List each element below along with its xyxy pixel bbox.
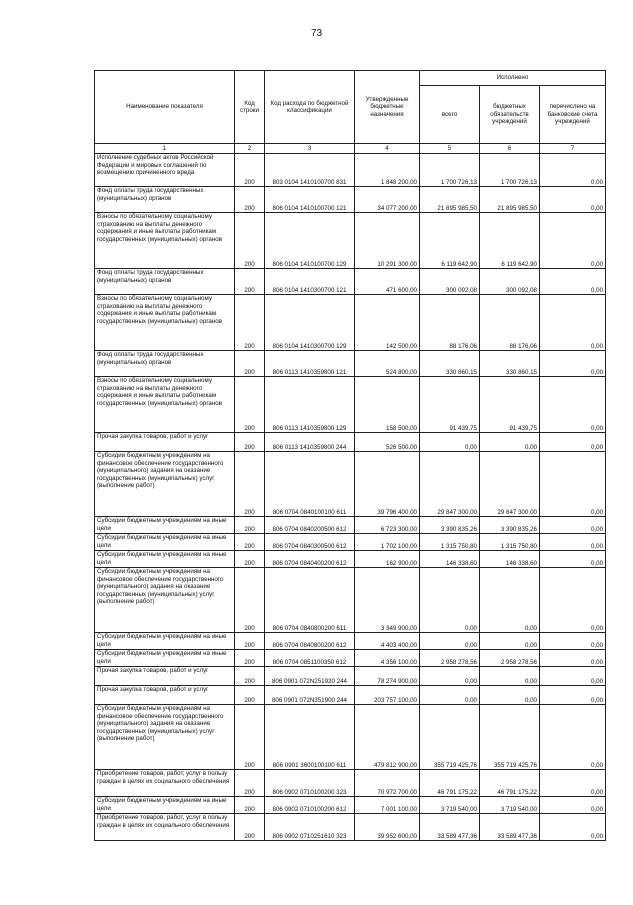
table-row: [95, 433, 606, 452]
row-bank-accounts: 0,00: [540, 770, 606, 797]
row-total: 0,00: [420, 633, 480, 650]
table-row: [95, 187, 606, 213]
column-index-row: [95, 144, 606, 154]
row-name: Субсидии бюджетным учреждениям на финансовое обеспечение государственного (муниципального) задания на оказание государственных (муниципальных) услуг (выполнение работ): [95, 705, 235, 770]
row-line-code: 200: [235, 667, 265, 686]
header-budget-code: Код расхода по бюджетной классификации: [265, 71, 355, 144]
row-budget-code: 806 0704 0840200500 612: [265, 517, 355, 534]
row-name: Исполнение судебных актов Российской Федерации и мировых соглашений по возмещению причиненного вреда: [95, 154, 235, 187]
row-total: 1 700 726,13: [420, 154, 480, 187]
row-name: Приобретение товаров, работ, услуг в пользу граждан в целях их социального обеспечения: [95, 770, 235, 797]
row-total: 3 390 835,26: [420, 517, 480, 534]
row-institutions: 1 315 750,80: [480, 534, 540, 551]
header-name: Наименование показателя: [95, 71, 235, 144]
row-name: Фонд оплаты труда государственных (муниципальных) органов: [95, 269, 235, 295]
row-approved: 78 274 900,00: [355, 667, 420, 686]
row-bank-accounts: 0,00: [540, 351, 606, 377]
row-institutions: 3 390 835,26: [480, 517, 540, 534]
row-name: Субсидии бюджетным учреждениям на иные цели: [95, 534, 235, 551]
row-total: 29 847 300,00: [420, 452, 480, 517]
row-approved: 3 349 900,00: [355, 568, 420, 633]
row-institutions: 88 176,06: [480, 295, 540, 351]
row-bank-accounts: 0,00: [540, 633, 606, 650]
row-line-code: 200: [235, 633, 265, 650]
table-row: [95, 377, 606, 433]
row-approved: 6 723 300,00: [355, 517, 420, 534]
header-line-code: Код строки: [235, 71, 265, 144]
row-approved: 7 001 100,00: [355, 797, 420, 814]
row-budget-code: 806 0704 0840300500 612: [265, 534, 355, 551]
row-institutions: 29 847 300,00: [480, 452, 540, 517]
row-bank-accounts: 0,00: [540, 295, 606, 351]
row-name: Прочая закупка товаров, работ и услуг: [95, 433, 235, 452]
column-index: 6: [480, 144, 540, 154]
row-name: Субсидии бюджетным учреждениям на финансовое обеспечение государственного (муниципального) задания на оказание государственных (муниципальных) услуг (выполнение работ): [95, 568, 235, 633]
row-budget-code: 806 0704 0840800200 612: [265, 633, 355, 650]
row-total: 355 719 425,76: [420, 705, 480, 770]
row-budget-code: 806 0902 0710251610 323: [265, 814, 355, 841]
row-total: 88 176,06: [420, 295, 480, 351]
row-line-code: 200: [235, 650, 265, 667]
row-institutions: 0,00: [480, 686, 540, 705]
row-total: 46 791 175,22: [420, 770, 480, 797]
column-index: 5: [420, 144, 480, 154]
row-institutions: 0,00: [480, 568, 540, 633]
row-line-code: 200: [235, 351, 265, 377]
row-budget-code: 803 0104 1410100700 831: [265, 154, 355, 187]
row-line-code: 200: [235, 534, 265, 551]
row-institutions: 2 958 278,56: [480, 650, 540, 667]
row-bank-accounts: 0,00: [540, 551, 606, 568]
row-bank-accounts: 0,00: [540, 517, 606, 534]
row-approved: 4 356 100,00: [355, 650, 420, 667]
row-name: Фонд оплаты труда государственных (муниципальных) органов: [95, 351, 235, 377]
table-row: [95, 686, 606, 705]
row-institutions: 355 719 425,76: [480, 705, 540, 770]
row-budget-code: 806 0901 3600100100 611: [265, 705, 355, 770]
row-institutions: 21 895 985,50: [480, 187, 540, 213]
row-bank-accounts: 0,00: [540, 814, 606, 841]
row-budget-code: 806 0901 072N351900 244: [265, 686, 355, 705]
row-institutions: 46 791 175,22: [480, 770, 540, 797]
row-approved: 479 812 900,00: [355, 705, 420, 770]
row-institutions: 0,00: [480, 667, 540, 686]
row-line-code: 200: [235, 517, 265, 534]
row-total: 6 119 642,90: [420, 213, 480, 269]
row-name: Субсидии бюджетным учреждениям на иные цели: [95, 797, 235, 814]
table-row: [95, 650, 606, 667]
row-name: Прочая закупка товаров, работ и услуг: [95, 686, 235, 705]
row-total: 1 315 750,80: [420, 534, 480, 551]
row-bank-accounts: 0,00: [540, 433, 606, 452]
row-budget-code: 806 0113 1410359800 129: [265, 377, 355, 433]
row-institutions: 3 719 540,00: [480, 797, 540, 814]
row-total: 0,00: [420, 433, 480, 452]
row-total: 146 338,60: [420, 551, 480, 568]
row-name: Фонд оплаты труда государственных (муниципальных) органов: [95, 187, 235, 213]
row-institutions: 330 860,15: [480, 351, 540, 377]
budget-execution-table: [94, 70, 606, 841]
row-approved: 471 600,00: [355, 269, 420, 295]
row-line-code: 200: [235, 686, 265, 705]
row-budget-code: 806 0704 0840800200 611: [265, 568, 355, 633]
row-bank-accounts: 0,00: [540, 269, 606, 295]
row-name: Субсидии бюджетным учреждениям на иные цели: [95, 551, 235, 568]
row-line-code: 200: [235, 797, 265, 814]
row-budget-code: 806 0104 1410300700 129: [265, 295, 355, 351]
row-institutions: 6 119 642,90: [480, 213, 540, 269]
row-bank-accounts: 0,00: [540, 377, 606, 433]
row-budget-code: 806 0704 0840100100 611: [265, 452, 355, 517]
row-bank-accounts: 0,00: [540, 534, 606, 551]
row-budget-code: 806 0104 1410300700 121: [265, 269, 355, 295]
table-row: [95, 351, 606, 377]
row-name: Субсидии бюджетным учреждениям на финансовое обеспечение государственного (муниципального) задания на оказание государственных (муниципальных) услуг (выполнение работ): [95, 452, 235, 517]
row-line-code: 200: [235, 452, 265, 517]
table-row: [95, 705, 606, 770]
row-bank-accounts: 0,00: [540, 686, 606, 705]
row-total: 300 092,08: [420, 269, 480, 295]
row-line-code: 200: [235, 705, 265, 770]
table-row: [95, 213, 606, 269]
row-approved: 158 500,00: [355, 377, 420, 433]
row-approved: 39 952 600,00: [355, 814, 420, 841]
row-line-code: 200: [235, 433, 265, 452]
row-line-code: 200: [235, 154, 265, 187]
row-bank-accounts: 0,00: [540, 187, 606, 213]
row-total: 0,00: [420, 686, 480, 705]
row-budget-code: 806 0902 0710100200 323: [265, 770, 355, 797]
row-total: 3 719 540,00: [420, 797, 480, 814]
row-line-code: 200: [235, 814, 265, 841]
row-name: Приобретение товаров, работ, услуг в пользу граждан в целях их социального обеспечения: [95, 814, 235, 841]
row-institutions: 146 338,60: [480, 551, 540, 568]
row-bank-accounts: 0,00: [540, 667, 606, 686]
row-total: 330 860,15: [420, 351, 480, 377]
row-approved: 10 291 300,00: [355, 213, 420, 269]
row-total: 2 958 278,56: [420, 650, 480, 667]
row-budget-code: 806 0902 0710100200 612: [265, 797, 355, 814]
row-name: Субсидии бюджетным учреждениям на иные цели: [95, 517, 235, 534]
row-budget-code: 806 0901 072N251920 244: [265, 667, 355, 686]
row-line-code: 200: [235, 377, 265, 433]
row-bank-accounts: 0,00: [540, 650, 606, 667]
row-institutions: 91 439,75: [480, 377, 540, 433]
header-total: всего: [420, 86, 480, 144]
row-institutions: 1 700 726,13: [480, 154, 540, 187]
row-name: Прочая закупка товаров, работ и услуг: [95, 667, 235, 686]
row-budget-code: 806 0104 1410100700 129: [265, 213, 355, 269]
row-total: 33 589 477,36: [420, 814, 480, 841]
table-row: [95, 517, 606, 534]
table-row: [95, 534, 606, 551]
row-line-code: 200: [235, 295, 265, 351]
row-total: 21 895 985,50: [420, 187, 480, 213]
row-budget-code: 806 0704 0840400200 612: [265, 551, 355, 568]
table-body: [95, 154, 606, 841]
table-row: [95, 797, 606, 814]
row-institutions: 0,00: [480, 633, 540, 650]
row-name: Субсидии бюджетным учреждениям на иные цели: [95, 633, 235, 650]
column-index: 1: [95, 144, 235, 154]
table-row: [95, 154, 606, 187]
table-row: [95, 667, 606, 686]
row-budget-code: 806 0704 0851100350 612: [265, 650, 355, 667]
row-approved: 526 500,00: [355, 433, 420, 452]
header-budget-institutions: бюджетных обязательств учреждений: [480, 86, 540, 144]
page-number: 73: [310, 28, 323, 39]
row-bank-accounts: 0,00: [540, 568, 606, 633]
row-approved: 1 702 100,00: [355, 534, 420, 551]
row-name: Взносы по обязательному социальному страхованию на выплаты денежного содержания и иные выплаты работникам государственных (муниципальных) органов: [95, 377, 235, 433]
column-index: 7: [540, 144, 606, 154]
table-row: [95, 269, 606, 295]
row-budget-code: 806 0113 1410359800 244: [265, 433, 355, 452]
row-approved: 142 500,00: [355, 295, 420, 351]
row-line-code: 200: [235, 551, 265, 568]
row-approved: 524 800,00: [355, 351, 420, 377]
table-row: [95, 770, 606, 797]
table-row: [95, 551, 606, 568]
row-name: Субсидии бюджетным учреждениям на иные цели: [95, 650, 235, 667]
table-row: [95, 295, 606, 351]
row-institutions: 33 589 477,36: [480, 814, 540, 841]
row-total: 0,00: [420, 568, 480, 633]
row-approved: 1 848 200,00: [355, 154, 420, 187]
column-index: 4: [355, 144, 420, 154]
row-line-code: 200: [235, 568, 265, 633]
row-approved: 203 757 100,00: [355, 686, 420, 705]
row-institutions: 300 092,08: [480, 269, 540, 295]
row-line-code: 200: [235, 187, 265, 213]
header-executed: Исполнено: [420, 71, 606, 86]
header-approved: Утвержденные бюджетные назначения: [355, 71, 420, 144]
row-approved: 34 077 200,00: [355, 187, 420, 213]
row-institutions: 0,00: [480, 433, 540, 452]
row-approved: 4 403 400,00: [355, 633, 420, 650]
row-approved: 70 972 700,00: [355, 770, 420, 797]
row-total: 91 439,75: [420, 377, 480, 433]
header-bank-accounts: перечислено на банковские счета учреждений: [540, 86, 606, 144]
column-index: 2: [235, 144, 265, 154]
row-bank-accounts: 0,00: [540, 452, 606, 517]
row-line-code: 200: [235, 770, 265, 797]
row-name: Взносы по обязательному социальному страхованию на выплаты денежного содержания и иные выплаты работникам государственных (муниципальных) органов: [95, 295, 235, 351]
row-line-code: 200: [235, 269, 265, 295]
table-row: [95, 568, 606, 633]
table-row: [95, 452, 606, 517]
row-bank-accounts: 0,00: [540, 705, 606, 770]
row-total: 0,00: [420, 667, 480, 686]
row-bank-accounts: 0,00: [540, 797, 606, 814]
row-bank-accounts: 0,00: [540, 213, 606, 269]
row-line-code: 200: [235, 213, 265, 269]
row-approved: 162 900,00: [355, 551, 420, 568]
row-name: Взносы по обязательному социальному страхованию на выплаты денежного содержания и иные выплаты работникам государственных (муниципальных) органов: [95, 213, 235, 269]
table-row: [95, 814, 606, 841]
table-row: [95, 633, 606, 650]
row-bank-accounts: 0,00: [540, 154, 606, 187]
row-approved: 39 796 400,00: [355, 452, 420, 517]
row-budget-code: 806 0113 1410359800 121: [265, 351, 355, 377]
column-index: 3: [265, 144, 355, 154]
row-budget-code: 806 0104 1410100700 121: [265, 187, 355, 213]
